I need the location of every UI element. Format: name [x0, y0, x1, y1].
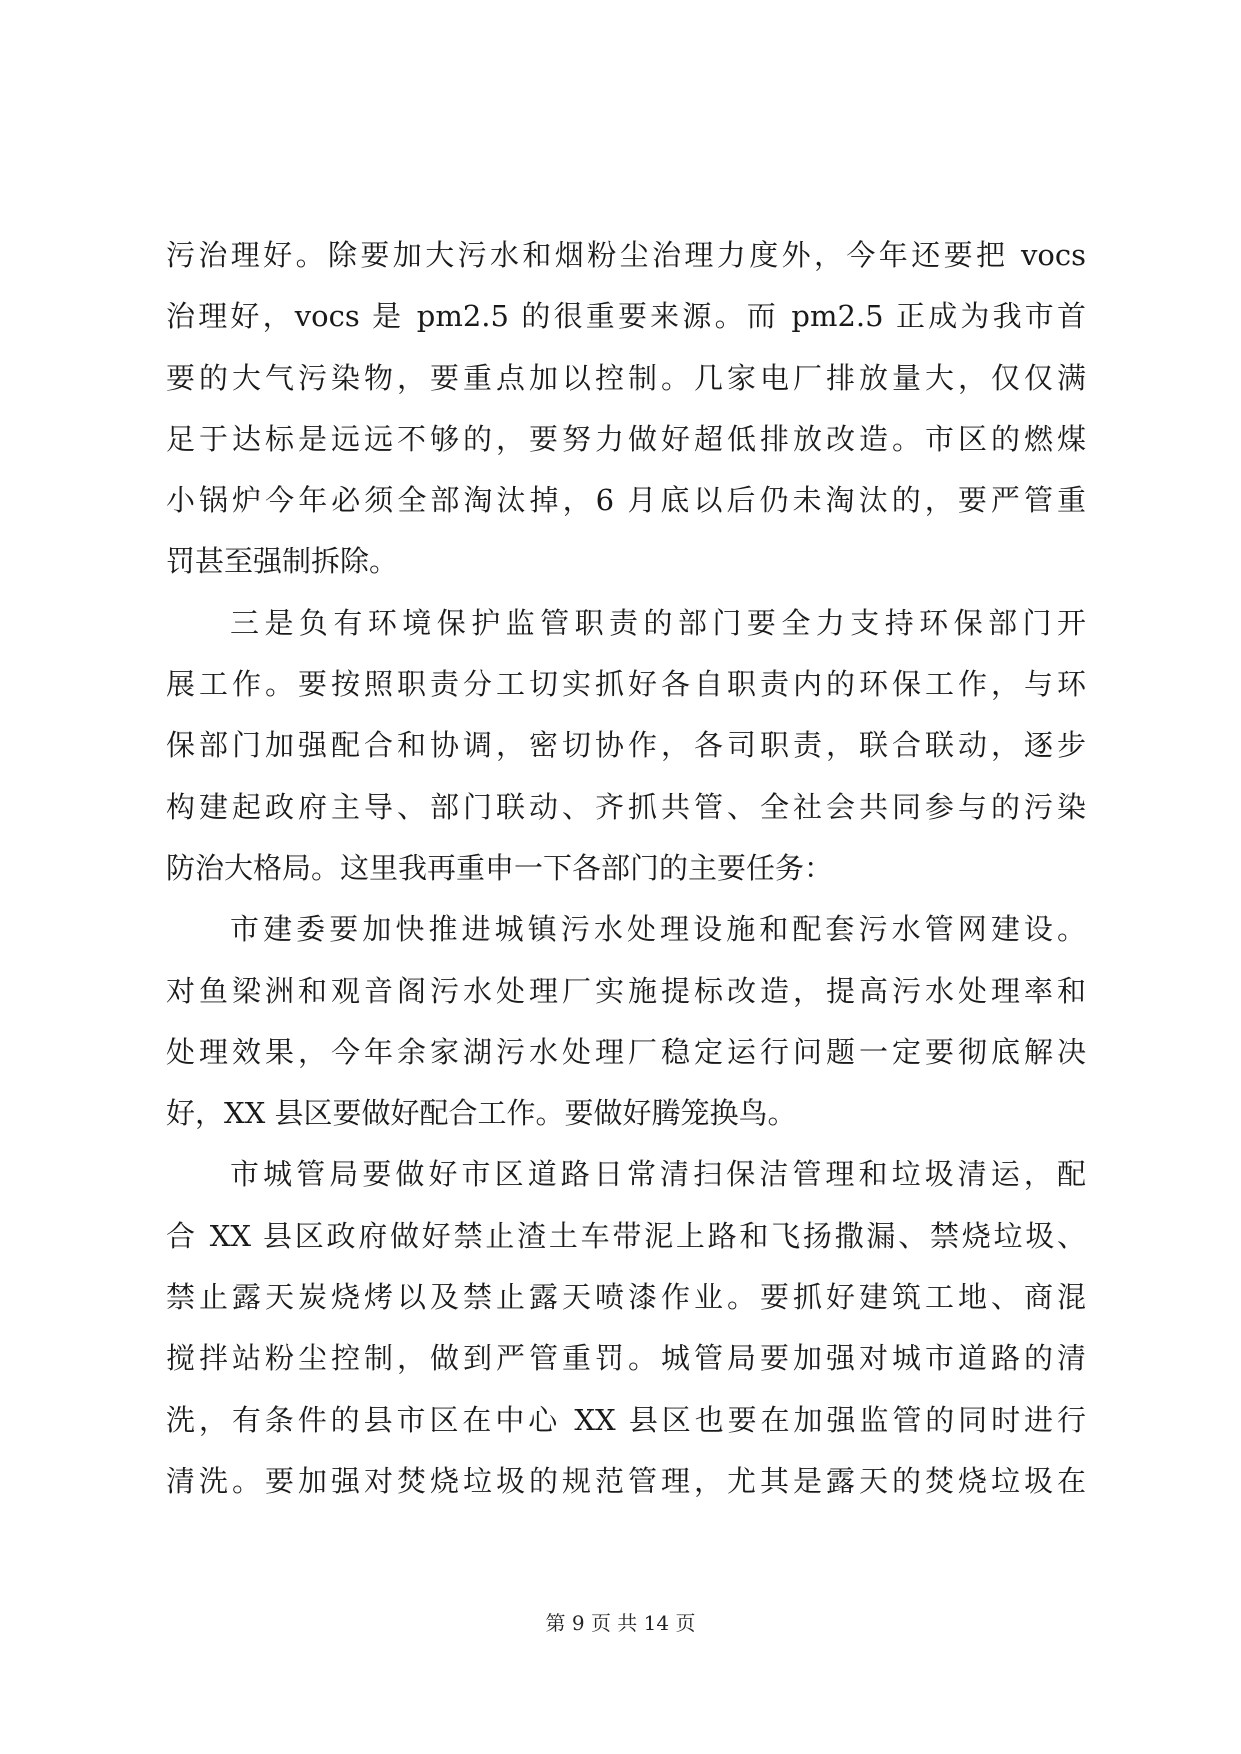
text-line: 合 XX 县区政府做好禁止渣土车带泥上路和飞扬撒漏、禁烧垃圾、 — [166, 1218, 1086, 1253]
text-line: 要的大气污染物，要重点加以控制。几家电厂排放量大，仅仅满 — [166, 360, 1086, 395]
text-line: 保部门加强配合和协调，密切协作，各司职责，联合联动，逐步 — [166, 728, 1086, 763]
text-line: 洗，有条件的县市区在中心 XX 县区也要在加强监管的同时进行 — [166, 1402, 1086, 1437]
text-line: 三是负有环境保护监管职责的部门要全力支持环保部门开 — [230, 605, 1086, 640]
text-line: 处理效果，今年余家湖污水处理厂稳定运行问题一定要彻底解决 — [166, 1034, 1086, 1069]
page-footer: 第 9 页 共 14 页 — [545, 1611, 696, 1635]
text-line: 好，XX 县区要做好配合工作。要做好腾笼换鸟。 — [166, 1096, 797, 1131]
text-line: 市建委要加快推进城镇污水处理设施和配套污水管网建设。 — [230, 912, 1086, 947]
text-line: 清洗。要加强对焚烧垃圾的规范管理，尤其是露天的焚烧垃圾在 — [166, 1463, 1086, 1498]
text-line: 市城管局要做好市区道路日常清扫保洁管理和垃圾清运，配 — [230, 1157, 1086, 1192]
text-line: 治理好，vocs 是 pm2.5 的很重要来源。而 pm2.5 正成为我市首 — [166, 299, 1086, 334]
text-line: 禁止露天炭烧烤以及禁止露天喷漆作业。要抓好建筑工地、商混 — [166, 1280, 1086, 1315]
body-text — [166, 225, 1086, 1512]
text-line: 罚甚至强制拆除。 — [166, 544, 399, 579]
text-line: 足于达标是远远不够的，要努力做好超低排放改造。市区的燃煤 — [166, 421, 1086, 456]
text-line: 展工作。要按照职责分工切实抓好各自职责内的环保工作，与环 — [166, 667, 1086, 702]
text-line: 防治大格局。这里我再重申一下各部门的主要任务： — [166, 850, 834, 885]
text-line: 小锅炉今年必须全部淘汰掉，6 月底以后仍未淘汰的，要严管重 — [166, 483, 1086, 518]
text-line: 搅拌站粉尘控制，做到严管重罚。城管局要加强对城市道路的清 — [166, 1341, 1086, 1376]
text-line: 构建起政府主导、部门联动、齐抓共管、全社会共同参与的污染 — [166, 789, 1086, 824]
text-line: 对鱼梁洲和观音阁污水处理厂实施提标改造，提高污水处理率和 — [166, 973, 1086, 1008]
text-line: 污治理好。除要加大污水和烟粉尘治理力度外，今年还要把 vocs — [166, 238, 1086, 272]
